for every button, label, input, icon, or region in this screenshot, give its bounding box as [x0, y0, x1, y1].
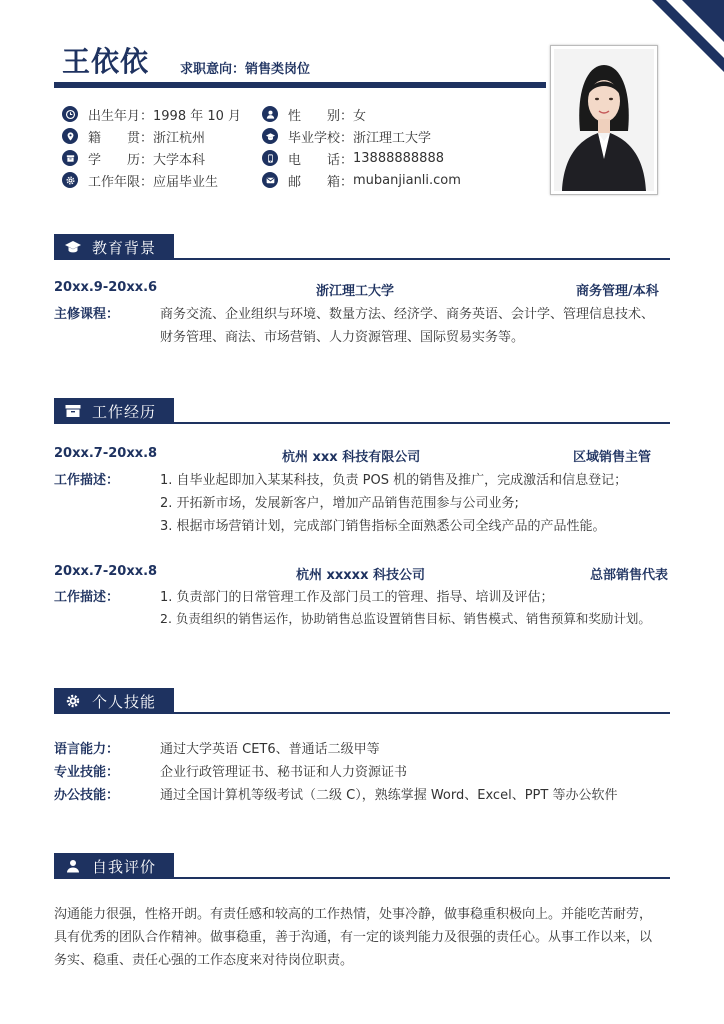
gear-icon	[64, 694, 82, 708]
info-school: 毕业学校： 浙江理工大学	[262, 126, 431, 146]
info-email: 邮 箱： mubanjianli.com	[262, 170, 461, 190]
graduation-cap-icon	[262, 128, 278, 144]
info-education: 学 历： 大学本科	[62, 148, 205, 168]
skill-value: 通过大学英语 CET6、普通话二级甲等	[160, 742, 380, 757]
header-divider	[54, 82, 546, 88]
section-work-title: 工作经历	[92, 402, 157, 421]
section-self-title: 自我评价	[92, 857, 157, 876]
job-desc-item: 1. 负责部门的日常管理工作及部门员工的管理、指导、培训及评估；	[160, 590, 554, 605]
job-position: 区域销售主管	[573, 450, 652, 465]
skill-label: 办公技能：	[54, 788, 120, 803]
job-desc-item: 2. 负责组织的销售运作，协助销售总监设置销售目标、销售模式、销售预算和奖励计划。	[160, 611, 651, 626]
self-eval-line: 具有优秀的团队合作精神。做事稳重，善于沟通，有一定的谈判能力及很强的责任心。从事工作以来，以	[54, 930, 653, 945]
job-desc-label: 工作描述：	[54, 473, 120, 488]
edu-school: 浙江理工大学	[316, 284, 395, 299]
archive-icon	[64, 404, 82, 418]
graduation-cap-icon	[64, 240, 82, 254]
edu-course-label: 主修课程：	[54, 307, 120, 322]
archive-icon	[62, 150, 78, 166]
info-birth: 出生年月： 1998 年 10 月	[62, 104, 241, 124]
self-eval-line: 沟通能力很强，性格开朗。有责任感和较高的工作热情，处事冷静，做事稳重积极向上。并能吃苦耐劳，	[54, 907, 653, 922]
profile-photo	[550, 45, 658, 195]
section-skills-title: 个人技能	[92, 692, 157, 711]
job-company: 杭州 xxx 科技有限公司	[282, 450, 421, 465]
job-position: 总部销售代表	[590, 568, 669, 583]
skill-value: 企业行政管理证书、秘书证和人力资源证书	[160, 765, 408, 780]
job-date: 20xx.7-20xx.8	[54, 446, 158, 461]
info-work-years: 工作年限： 应届毕业生	[62, 170, 218, 190]
skill-value: 通过全国计算机等级考试（二级 C），熟练掌握 Word、Excel、PPT 等办公软件	[160, 788, 618, 803]
edu-date: 20xx.9-20xx.6	[54, 280, 158, 295]
job-desc-item: 2. 开拓新市场，发展新客户，增加产品销售范围参与公司业务;	[160, 496, 519, 511]
user-icon	[262, 106, 278, 122]
skill-label: 专业技能：	[54, 765, 120, 780]
job-desc-item: 1. 自毕业起即加入某某科技，负责 POS 机的销售及推广，完成激活和信息登记；	[160, 473, 628, 488]
info-hometown: 籍 贯： 浙江杭州	[62, 126, 205, 146]
job-company: 杭州 xxxxx 科技公司	[296, 568, 425, 583]
phone-icon	[262, 150, 278, 166]
job-desc-label: 工作描述：	[54, 590, 120, 605]
edu-course-line: 财务管理、商法、市场营销、人力资源管理、国际贸易实务等。	[160, 330, 525, 345]
info-phone: 电 话： 13888888888	[262, 148, 444, 168]
edu-major: 商务管理/本科	[576, 284, 659, 299]
mail-icon	[262, 172, 278, 188]
self-eval-line: 务实、稳重、责任心强的工作态度来对待岗位职责。	[54, 953, 354, 968]
job-intent: 求职意向：销售类岗位	[180, 62, 311, 77]
section-education-title: 教育背景	[92, 238, 157, 257]
gear-icon	[62, 172, 78, 188]
edu-course-line: 商务交流、企业组织与环境、数量方法、经济学、商务英语、会计学、管理信息技术、	[160, 307, 655, 322]
candidate-name: 王依依	[62, 45, 150, 78]
user-icon	[64, 859, 82, 873]
job-date: 20xx.7-20xx.8	[54, 564, 158, 579]
job-desc-item: 3. 根据市场营销计划，完成部门销售指标全面熟悉公司全线产品的产品性能。	[160, 519, 606, 534]
map-pin-icon	[62, 128, 78, 144]
skill-label: 语言能力：	[54, 742, 120, 757]
info-gender: 性 别： 女	[262, 104, 366, 124]
clock-icon	[62, 106, 78, 122]
